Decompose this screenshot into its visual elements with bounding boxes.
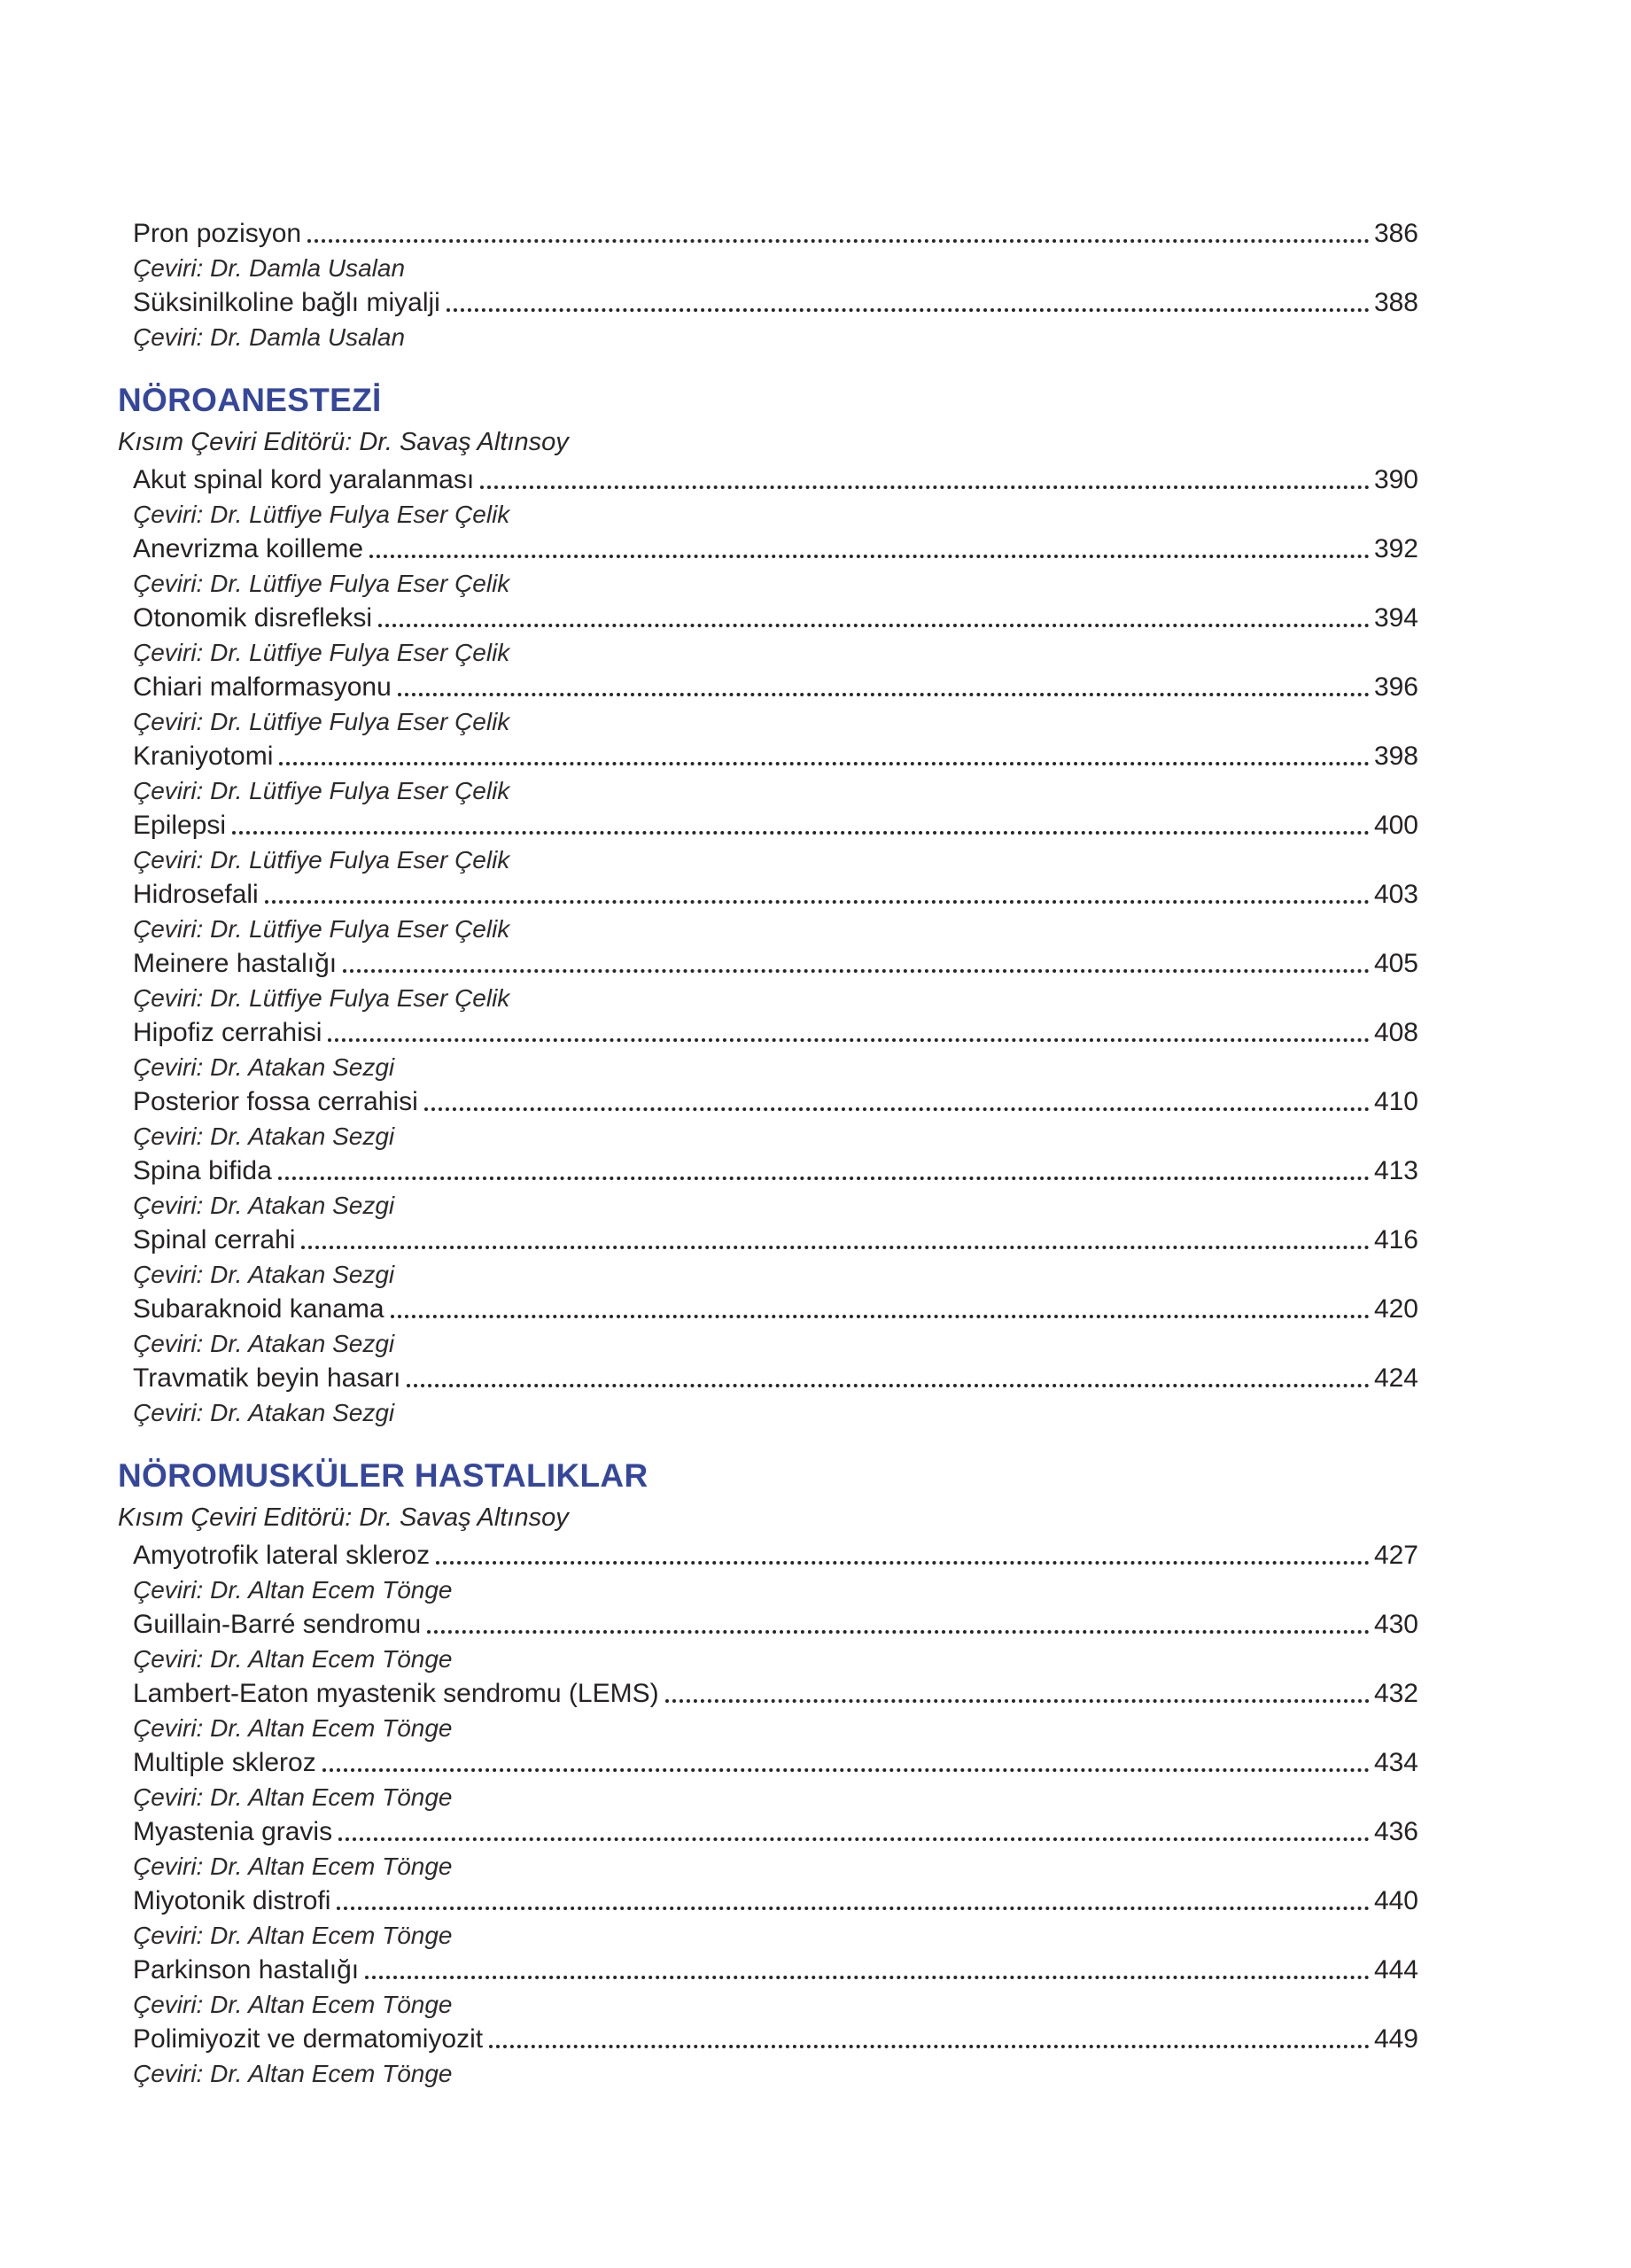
dot-leader: [369, 555, 1370, 558]
toc-entry-page-number: 432: [1373, 1679, 1418, 1708]
toc-entry: [118, 739, 1418, 808]
toc-entry-translator: Çeviri: Dr. Lütfiye Fulya Eser Çelik: [133, 639, 510, 666]
toc-entry: [118, 2022, 1418, 2091]
toc-entry-row[interactable]: [133, 808, 1418, 843]
toc-entry-row[interactable]: [133, 532, 1418, 566]
toc-entry-translator: Çeviri: Dr. Altan Ecem Tönge: [133, 1922, 453, 1949]
toc-entry-page-number: 400: [1373, 811, 1418, 840]
toc-entry: [118, 601, 1418, 670]
toc-entry-translator: Çeviri: Dr. Altan Ecem Tönge: [133, 1714, 453, 1742]
toc-entry-page-number: 413: [1373, 1156, 1418, 1185]
section-editor: Kısım Çeviri Editörü: Dr. Savaş Altınsoy: [118, 1503, 569, 1532]
toc-entry-title: Akut spinal kord yaralanması: [133, 465, 475, 494]
toc-entry-translator: Çeviri: Dr. Altan Ecem Tönge: [133, 1645, 453, 1673]
toc-entry-page-number: 416: [1373, 1225, 1418, 1254]
dot-leader: [301, 1246, 1370, 1249]
toc-entry: [118, 216, 1418, 285]
toc-entry: [118, 1084, 1418, 1153]
toc-entry-page-number: 434: [1373, 1748, 1418, 1777]
toc-entry-page-number: 427: [1373, 1541, 1418, 1570]
toc-entry: [118, 1538, 1418, 1607]
toc-entry: [118, 532, 1418, 601]
toc-entry-page-number: 408: [1373, 1018, 1418, 1047]
toc-entry-title: Lambert-Eaton myastenik sendromu (LEMS): [133, 1679, 659, 1708]
dot-leader: [232, 831, 1370, 835]
toc-entry-row[interactable]: [133, 1538, 1418, 1573]
toc-entry-row[interactable]: [133, 670, 1418, 704]
dot-leader: [265, 900, 1370, 904]
dot-leader: [338, 1837, 1370, 1841]
toc-entry-row[interactable]: [133, 285, 1418, 320]
dot-leader: [391, 1315, 1370, 1318]
toc-entry: [118, 1361, 1418, 1430]
toc-entry-title: Pron pozisyon: [133, 219, 302, 248]
toc-entry: [118, 462, 1418, 532]
toc-entry-title: Polimiyozit ve dermatomiyozit: [133, 2024, 484, 2054]
toc-entry-translator: Çeviri: Dr. Atakan Sezgi: [133, 1261, 395, 1288]
section-heading: NÖROANESTEZİ: [118, 382, 382, 418]
toc-entry: [118, 1223, 1418, 1292]
toc-entry-row[interactable]: [133, 1084, 1418, 1119]
toc-entry-translator: Çeviri: Dr. Altan Ecem Tönge: [133, 1852, 453, 1880]
toc-section: [118, 1455, 1418, 2091]
toc-section: [118, 379, 1418, 1430]
toc-entry-page-number: 424: [1373, 1363, 1418, 1393]
toc-entry-page-number: 436: [1373, 1817, 1418, 1846]
toc-entry-page-number: 390: [1373, 465, 1418, 494]
toc-entry-row[interactable]: [133, 1884, 1418, 1918]
dot-leader: [278, 1177, 1370, 1180]
toc-entry-translator: Çeviri: Dr. Damla Usalan: [133, 254, 406, 282]
toc-entry: [118, 1607, 1418, 1676]
dot-leader: [665, 1699, 1370, 1703]
dot-leader: [447, 308, 1370, 312]
dot-leader: [436, 1561, 1370, 1565]
toc-entry-translator: Çeviri: Dr. Lütfiye Fulya Eser Çelik: [133, 846, 510, 874]
dot-leader: [480, 485, 1370, 489]
toc-entry-page-number: 398: [1373, 742, 1418, 771]
toc-entry: [118, 1015, 1418, 1084]
toc-entry: [118, 1884, 1418, 1953]
toc-entry: [118, 1292, 1418, 1361]
toc-entry-page-number: 430: [1373, 1610, 1418, 1639]
dot-leader: [337, 1907, 1370, 1910]
toc-entry-page-number: 388: [1373, 288, 1418, 317]
toc-entry-row[interactable]: [133, 1676, 1418, 1711]
toc-entry-row[interactable]: [133, 1953, 1418, 1987]
toc-entry: [118, 1745, 1418, 1814]
toc-entry-title: Spinal cerrahi: [133, 1225, 296, 1254]
dot-leader: [328, 1038, 1370, 1042]
dot-leader: [424, 1107, 1370, 1111]
toc-entry-row[interactable]: [133, 1015, 1418, 1050]
toc-entry-translator: Çeviri: Dr. Lütfiye Fulya Eser Çelik: [133, 501, 510, 528]
toc-entry-title: Travmatik beyin hasarı: [133, 1363, 401, 1393]
dot-leader: [343, 969, 1370, 973]
toc-entry-row[interactable]: [133, 462, 1418, 497]
toc-entry-translator: Çeviri: Dr. Atakan Sezgi: [133, 1399, 395, 1426]
toc-entry-translator: Çeviri: Dr. Atakan Sezgi: [133, 1053, 395, 1081]
toc-entry-row[interactable]: [133, 1745, 1418, 1780]
toc-entry-title: Miyotonik distrofi: [133, 1886, 331, 1915]
toc-entry-page-number: 403: [1373, 880, 1418, 909]
toc-entry-page-number: 405: [1373, 949, 1418, 978]
toc-entry-title: Hidrosefali: [133, 880, 259, 909]
toc-entry-page-number: 440: [1373, 1886, 1418, 1915]
toc-entry-title: Epilepsi: [133, 811, 227, 840]
toc-entry-translator: Çeviri: Dr. Lütfiye Fulya Eser Çelik: [133, 915, 510, 943]
toc-entry: [118, 946, 1418, 1015]
toc-entry-translator: Çeviri: Dr. Lütfiye Fulya Eser Çelik: [133, 777, 510, 804]
toc-entry: [118, 1153, 1418, 1223]
dot-leader: [378, 624, 1370, 627]
toc-entry-row[interactable]: [133, 1292, 1418, 1326]
toc-entry-title: Subaraknoid kanama: [133, 1294, 384, 1324]
toc-entry-title: Guillain-Barré sendromu: [133, 1610, 422, 1639]
dot-leader: [398, 693, 1370, 696]
toc-entry-row[interactable]: [133, 216, 1418, 251]
toc-entry-row[interactable]: [133, 1223, 1418, 1257]
toc-section: [118, 216, 1418, 354]
toc-entry-translator: Çeviri: Dr. Lütfiye Fulya Eser Çelik: [133, 570, 510, 597]
dot-leader: [365, 1976, 1370, 1979]
dot-leader: [322, 1768, 1370, 1772]
toc-entry: [118, 1953, 1418, 2022]
toc-entry-title: Otonomik disrefleksi: [133, 603, 373, 633]
toc-entry-page-number: 396: [1373, 672, 1418, 702]
dot-leader: [489, 2045, 1370, 2048]
toc-entry-row[interactable]: [133, 739, 1418, 773]
toc-entry-page-number: 420: [1373, 1294, 1418, 1324]
toc-entry-title: Multiple skleroz: [133, 1748, 316, 1777]
toc-entry: [118, 1676, 1418, 1745]
toc-entry-page-number: 394: [1373, 603, 1418, 633]
toc-entry-title: Kraniyotomi: [133, 742, 274, 771]
toc-entry-row[interactable]: [133, 2022, 1418, 2056]
toc-entry-page-number: 444: [1373, 1955, 1418, 1984]
toc-entry-row[interactable]: [133, 1607, 1418, 1642]
toc-entry-row[interactable]: [133, 601, 1418, 635]
dot-leader: [279, 762, 1370, 765]
toc-entry: [118, 1814, 1418, 1884]
toc-entry-translator: Çeviri: Dr. Lütfiye Fulya Eser Çelik: [133, 984, 510, 1012]
toc-entry-page-number: 449: [1373, 2024, 1418, 2054]
toc-content: [118, 216, 1418, 2091]
toc-entry-translator: Çeviri: Dr. Altan Ecem Tönge: [133, 1991, 453, 2018]
toc-entry-page-number: 386: [1373, 219, 1418, 248]
toc-entry-row[interactable]: [133, 1153, 1418, 1188]
toc-entry-translator: Çeviri: Dr. Atakan Sezgi: [133, 1330, 395, 1357]
toc-entry-title: Chiari malformasyonu: [133, 672, 392, 702]
toc-entry-title: Parkinson hastalığı: [133, 1955, 360, 1984]
toc-entry-translator: Çeviri: Dr. Altan Ecem Tönge: [133, 2060, 453, 2087]
toc-entry-row[interactable]: [133, 946, 1418, 981]
toc-entry-title: Posterior fossa cerrahisi: [133, 1087, 418, 1116]
toc-entry-translator: Çeviri: Dr. Altan Ecem Tönge: [133, 1783, 453, 1811]
toc-entry-title: Myastenia gravis: [133, 1817, 333, 1846]
toc-entry: [118, 877, 1418, 946]
toc-entry-title: Süksinilkoline bağlı miyalji: [133, 288, 440, 317]
toc-entry-translator: Çeviri: Dr. Atakan Sezgi: [133, 1122, 395, 1150]
toc-entry-title: Hipofiz cerrahisi: [133, 1018, 322, 1047]
toc-entry-translator: Çeviri: Dr. Atakan Sezgi: [133, 1192, 395, 1219]
toc-entry: [118, 670, 1418, 739]
toc-entry-title: Meinere hastalığı: [133, 949, 338, 978]
toc-entry: [118, 285, 1418, 354]
toc-entry-row[interactable]: [133, 877, 1418, 912]
toc-entry-page-number: 410: [1373, 1087, 1418, 1116]
section-editor: Kısım Çeviri Editörü: Dr. Savaş Altınsoy: [118, 428, 569, 456]
toc-entry-translator: Çeviri: Dr. Altan Ecem Tönge: [133, 1576, 453, 1604]
toc-entry-translator: Çeviri: Dr. Damla Usalan: [133, 323, 406, 351]
toc-entry: [118, 808, 1418, 877]
toc-entry-title: Anevrizma koilleme: [133, 534, 364, 563]
toc-entry-translator: Çeviri: Dr. Lütfiye Fulya Eser Çelik: [133, 708, 510, 735]
toc-entry-title: Spina bifida: [133, 1156, 272, 1185]
toc-entry-row[interactable]: [133, 1361, 1418, 1395]
section-heading: NÖROMUSKÜLER HASTALIKLAR: [118, 1457, 649, 1494]
toc-entry-row[interactable]: [133, 1814, 1418, 1849]
dot-leader: [407, 1384, 1370, 1387]
toc-entry-page-number: 392: [1373, 534, 1418, 563]
dot-leader: [307, 239, 1370, 243]
dot-leader: [427, 1630, 1370, 1634]
toc-entry-title: Amyotrofik lateral skleroz: [133, 1541, 431, 1570]
